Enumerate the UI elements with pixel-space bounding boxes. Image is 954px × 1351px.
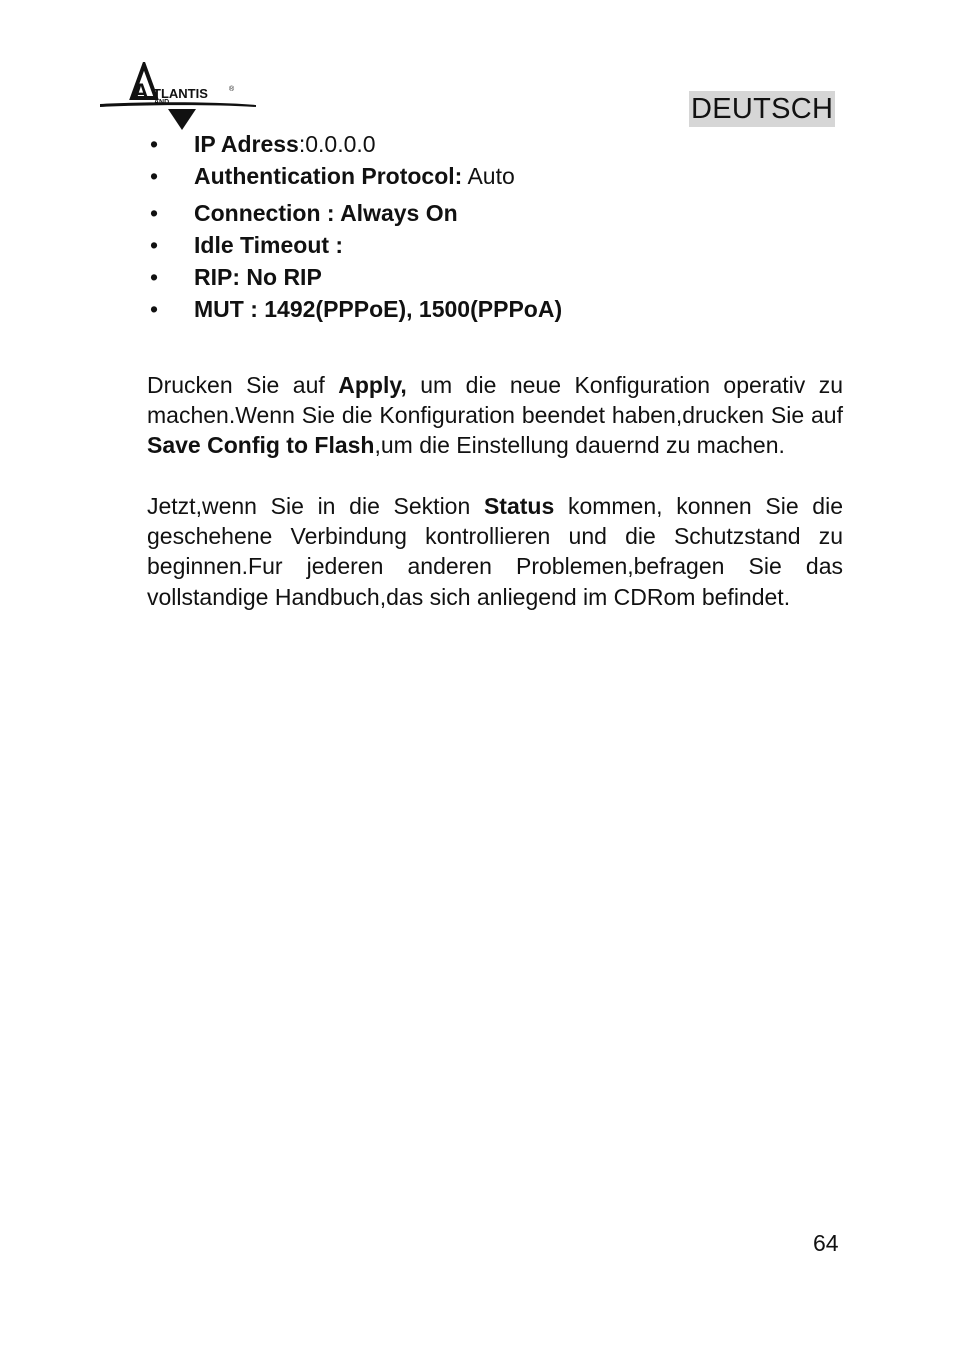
setting-label: Connection : Always On xyxy=(194,200,458,226)
setting-label: Authentication Protocol: xyxy=(194,163,463,189)
setting-value: :0.0.0.0 xyxy=(298,131,376,157)
list-item xyxy=(147,160,827,192)
bullet-icon: • xyxy=(149,232,159,258)
list-item xyxy=(147,293,827,325)
status-term: Status xyxy=(483,493,555,519)
page-number: 64 xyxy=(813,1230,839,1256)
bullet-icon: • xyxy=(149,296,159,322)
setting-value: Auto xyxy=(462,163,515,189)
bullet-icon: • xyxy=(149,131,159,157)
list-item xyxy=(147,261,827,293)
paragraph-text: um die neue Konfiguration operativ zu machen.Wenn Sie die Konfiguration beendet haben,drucken Sie auf xyxy=(147,372,844,429)
list-item xyxy=(147,229,827,261)
logo-mark: A xyxy=(133,79,149,104)
bullet-icon: • xyxy=(149,200,159,226)
logo-pointer xyxy=(168,109,196,130)
atlantis-land-logo xyxy=(98,62,258,134)
logo-registered: ® xyxy=(229,86,235,93)
logo-swoosh xyxy=(100,102,256,107)
bullet-icon: • xyxy=(149,264,159,290)
paragraph-text: ,um die Einstellung dauernd zu machen. xyxy=(374,432,785,459)
apply-term: Apply, xyxy=(338,372,407,398)
status-instructions-paragraph xyxy=(147,491,843,612)
settings-list xyxy=(147,128,827,325)
setting-label: Idle Timeout : xyxy=(194,232,344,258)
setting-label: MUT : 1492(PPPoE), 1500(PPPoA) xyxy=(194,296,563,322)
logo-text: TLANTIS xyxy=(153,86,208,101)
list-item xyxy=(147,197,827,229)
setting-label: IP Adress xyxy=(194,131,299,157)
apply-instructions-paragraph xyxy=(147,370,843,461)
logo-subtext: AND xyxy=(154,99,170,106)
list-item xyxy=(147,128,827,160)
setting-label: RIP: No RIP xyxy=(194,264,322,290)
bullet-icon: • xyxy=(149,163,159,189)
paragraph-text: Jetzt,wenn Sie in die Sektion xyxy=(147,493,484,519)
save-config-term: Save Config to Flash xyxy=(147,432,375,459)
paragraph-text: Drucken Sie auf xyxy=(147,372,339,398)
language-label: DEUTSCH xyxy=(691,93,834,125)
paragraph-text: kommen, konnen Sie die geschehene Verbindung kontrollieren und die Schutzstand zu beginnen.Fur jederen anderen Problemen,befragen Sie das vollstandige Handbuch,das sich anliegend im CDRom befindet. xyxy=(147,493,843,610)
